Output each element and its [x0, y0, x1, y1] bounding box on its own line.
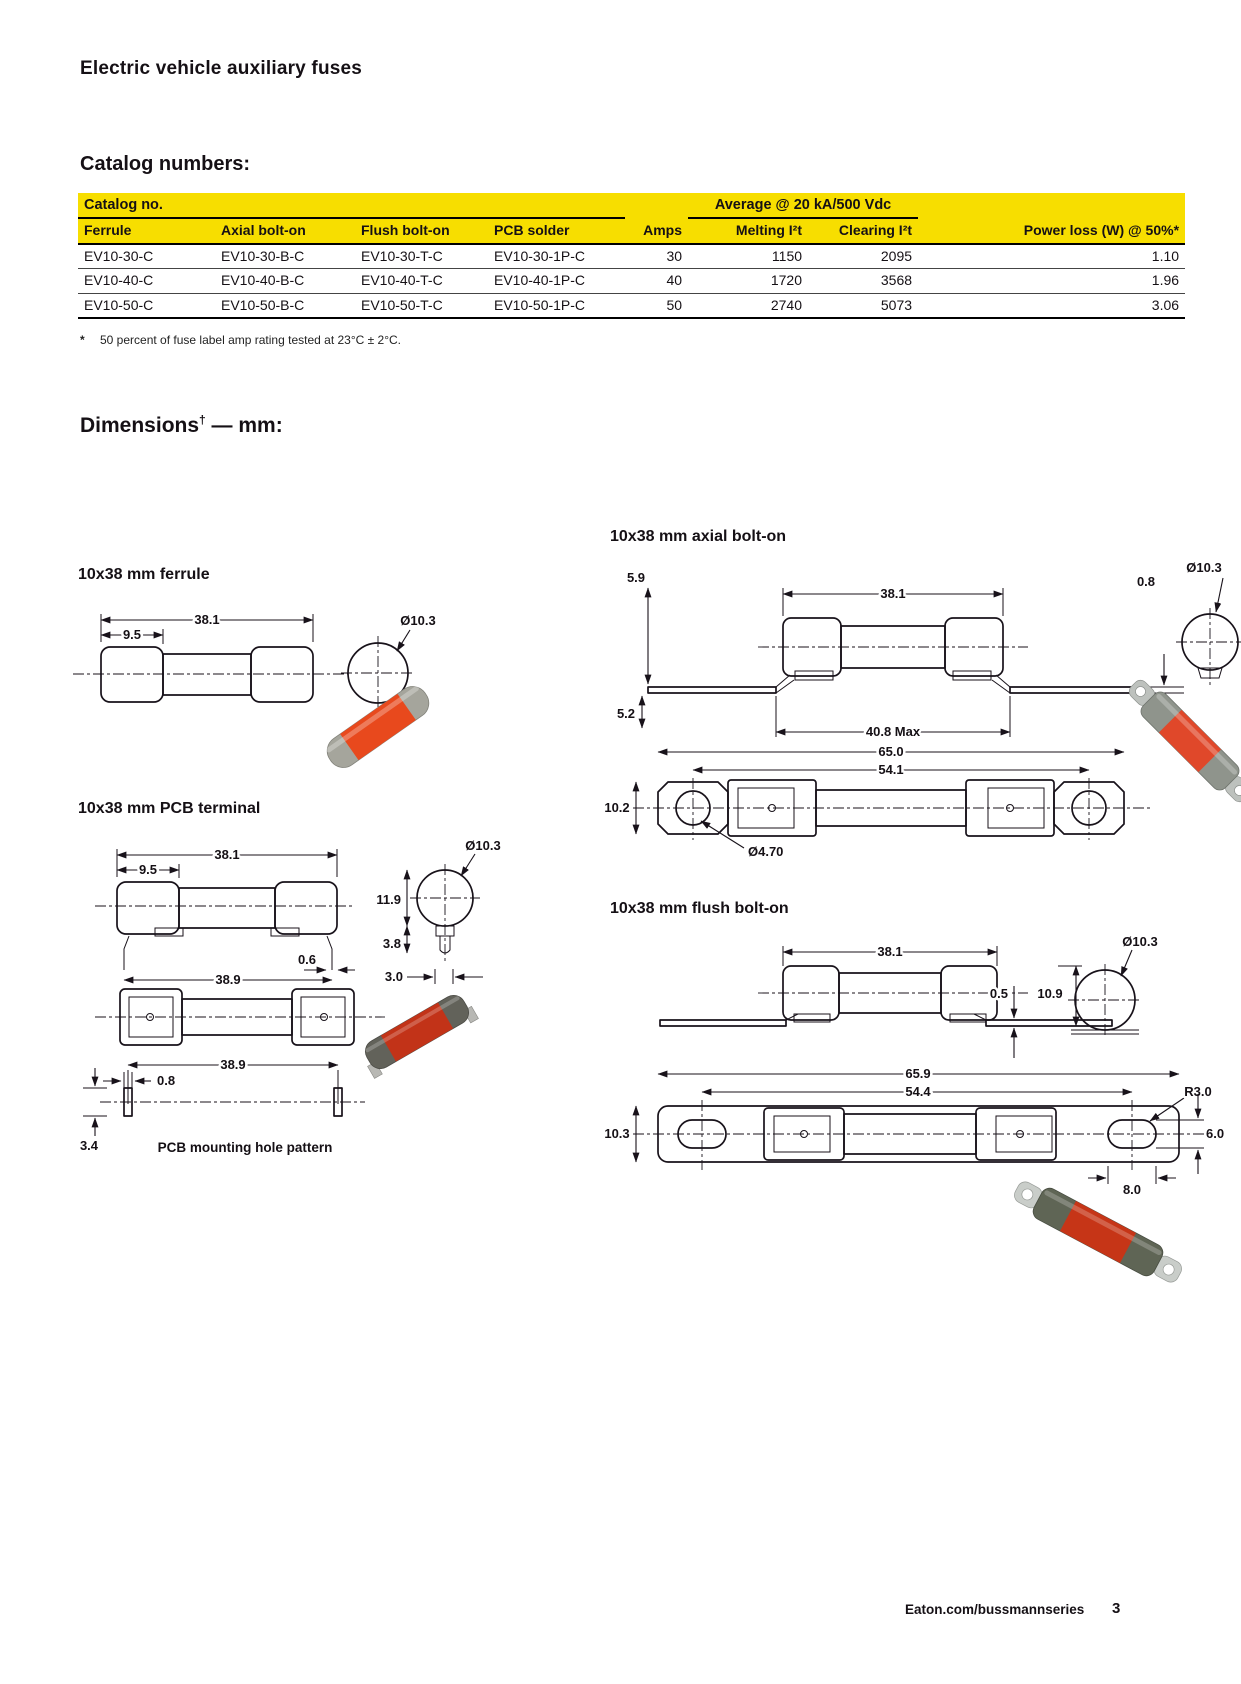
- table-cell: EV10-50-C: [78, 293, 215, 318]
- dimension-label: 5.9: [626, 570, 646, 585]
- column-header-flush-bolt-on: Flush bolt-on: [355, 218, 488, 244]
- ferrule-fuse-photo: [321, 681, 434, 774]
- table-cell: EV10-30-B-C: [215, 244, 355, 269]
- dimension-label: Ø10.3: [465, 838, 501, 853]
- table-cell: 1.96: [918, 269, 1185, 294]
- dimension-label: 9.5: [122, 627, 142, 642]
- dimension-label: Ø4.70: [748, 844, 784, 859]
- table-cell: EV10-30-1P-C: [488, 244, 625, 269]
- ferrule-diagram: [58, 592, 458, 772]
- footer-website-link: Eaton.com/bussmannseries: [905, 1602, 1085, 1617]
- dimension-label: 38.1: [880, 586, 906, 601]
- dimension-label: 6.0: [1206, 1126, 1225, 1141]
- dimension-label: 0.8: [157, 1073, 176, 1088]
- table-cell: 3.06: [918, 293, 1185, 318]
- ferrule-section-title: 10x38 mm ferrule: [78, 566, 210, 583]
- table-cell: EV10-50-T-C: [355, 293, 488, 318]
- flush-bolt-on-diagram: [598, 922, 1238, 1322]
- dimension-label: 54.1: [878, 762, 904, 777]
- page-title: Electric vehicle auxiliary fuses: [80, 58, 363, 79]
- dimension-label: 3.8: [382, 936, 401, 951]
- dimension-label: 0.8: [1136, 574, 1156, 589]
- pcb-terminal-diagram: [55, 822, 515, 1162]
- table-footnote: [80, 333, 401, 347]
- group-header-average: Average @ 20 kA/500 Vdc: [688, 193, 918, 218]
- dimension-label: Ø10.3: [1122, 934, 1158, 949]
- dimension-label: 0.6: [297, 952, 317, 967]
- table-cell: 2740: [688, 293, 808, 318]
- table-cell: EV10-40-T-C: [355, 269, 488, 294]
- dimension-label: 54.4: [905, 1084, 931, 1099]
- catalog-table: [78, 193, 1185, 319]
- dimension-label: 38.9: [220, 1057, 246, 1072]
- table-row: [78, 244, 1185, 269]
- column-header-melting-i2t: Melting I²t: [688, 218, 808, 244]
- dimension-label: 38.9: [215, 972, 241, 987]
- dimension-label: 65.9: [905, 1066, 931, 1081]
- dimension-label: 11.9: [376, 892, 401, 907]
- dimensions-heading-units: — mm:: [205, 414, 283, 437]
- dimension-label: Ø10.3: [1186, 560, 1222, 575]
- dimension-label: 8.0: [1122, 1182, 1142, 1197]
- table-row: [78, 293, 1185, 318]
- table-cell: EV10-40-1P-C: [488, 269, 625, 294]
- column-header-clearing-i2t: Clearing I²t: [808, 218, 918, 244]
- group-header-spacer: [625, 193, 688, 218]
- table-cell: 30: [625, 244, 688, 269]
- table-cell: EV10-50-1P-C: [488, 293, 625, 318]
- column-header-axial-bolt-on: Axial bolt-on: [215, 218, 355, 244]
- pcb-section-title: 10x38 mm PCB terminal: [78, 800, 261, 817]
- group-header-spacer: [918, 193, 1185, 218]
- table-group-header-row: [78, 193, 1185, 218]
- column-header-pcb-solder: PCB solder: [488, 218, 625, 244]
- dimension-label: 3.0: [384, 969, 403, 984]
- dimensions-heading-word: Dimensions: [80, 414, 200, 437]
- flush-section-title: 10x38 mm flush bolt-on: [610, 900, 789, 917]
- table-cell: 2095: [808, 244, 918, 269]
- flush-fuse-photo: [1009, 1174, 1187, 1290]
- dimension-label: 5.2: [616, 706, 636, 721]
- table-cell: 1150: [688, 244, 808, 269]
- table-cell: EV10-40-C: [78, 269, 215, 294]
- dimension-label: Ø10.3: [400, 613, 436, 628]
- table-cell: 40: [625, 269, 688, 294]
- dimensions-heading: [80, 413, 283, 438]
- dimension-label: 10.9: [1037, 986, 1063, 1001]
- table-cell: EV10-50-B-C: [215, 293, 355, 318]
- dimension-label: 65.0: [878, 744, 904, 759]
- table-row: [78, 269, 1185, 294]
- dimension-label: 0.5: [989, 986, 1008, 1001]
- axial-section-title: 10x38 mm axial bolt-on: [610, 528, 787, 545]
- dimension-label: 10.3: [604, 1126, 630, 1141]
- table-cell: 3568: [808, 269, 918, 294]
- dimension-label: 40.8 Max: [865, 724, 921, 739]
- column-header-power-loss: Power loss (W) @ 50%*: [918, 218, 1185, 244]
- table-cell: EV10-30-T-C: [355, 244, 488, 269]
- table-column-header-row: [78, 218, 1185, 244]
- pcb-fuse-photo: [358, 989, 479, 1078]
- dimension-label: 3.4: [79, 1138, 99, 1153]
- dimensions-heading-dagger: †: [199, 413, 206, 427]
- footnote-text: 50 percent of fuse label amp rating tested at 23°C ± 2°C.: [100, 333, 402, 347]
- table-cell: EV10-40-B-C: [215, 269, 355, 294]
- column-header-ferrule: Ferrule: [78, 218, 215, 244]
- dimension-label: 38.1: [214, 847, 240, 862]
- table-cell: 5073: [808, 293, 918, 318]
- footer-page-number: 3: [1112, 1600, 1121, 1617]
- pcb-pattern-caption: PCB mounting hole pattern: [157, 1140, 333, 1155]
- table-cell: 1.10: [918, 244, 1185, 269]
- table-cell: EV10-30-C: [78, 244, 215, 269]
- group-header-catalog-no: Catalog no.: [78, 193, 625, 218]
- column-header-amps: Amps: [625, 218, 688, 244]
- footnote-marker: *: [80, 333, 85, 347]
- table-cell: 1720: [688, 269, 808, 294]
- dimension-label: 38.1: [877, 944, 903, 959]
- dimension-label: 38.1: [194, 612, 220, 627]
- axial-bolt-on-diagram: [598, 556, 1238, 862]
- dimension-label: R3.0: [1184, 1084, 1212, 1099]
- catalog-numbers-heading: Catalog numbers:: [80, 153, 251, 175]
- dimension-label: 10.2: [604, 800, 630, 815]
- dimension-label: 9.5: [138, 862, 158, 877]
- table-cell: 50: [625, 293, 688, 318]
